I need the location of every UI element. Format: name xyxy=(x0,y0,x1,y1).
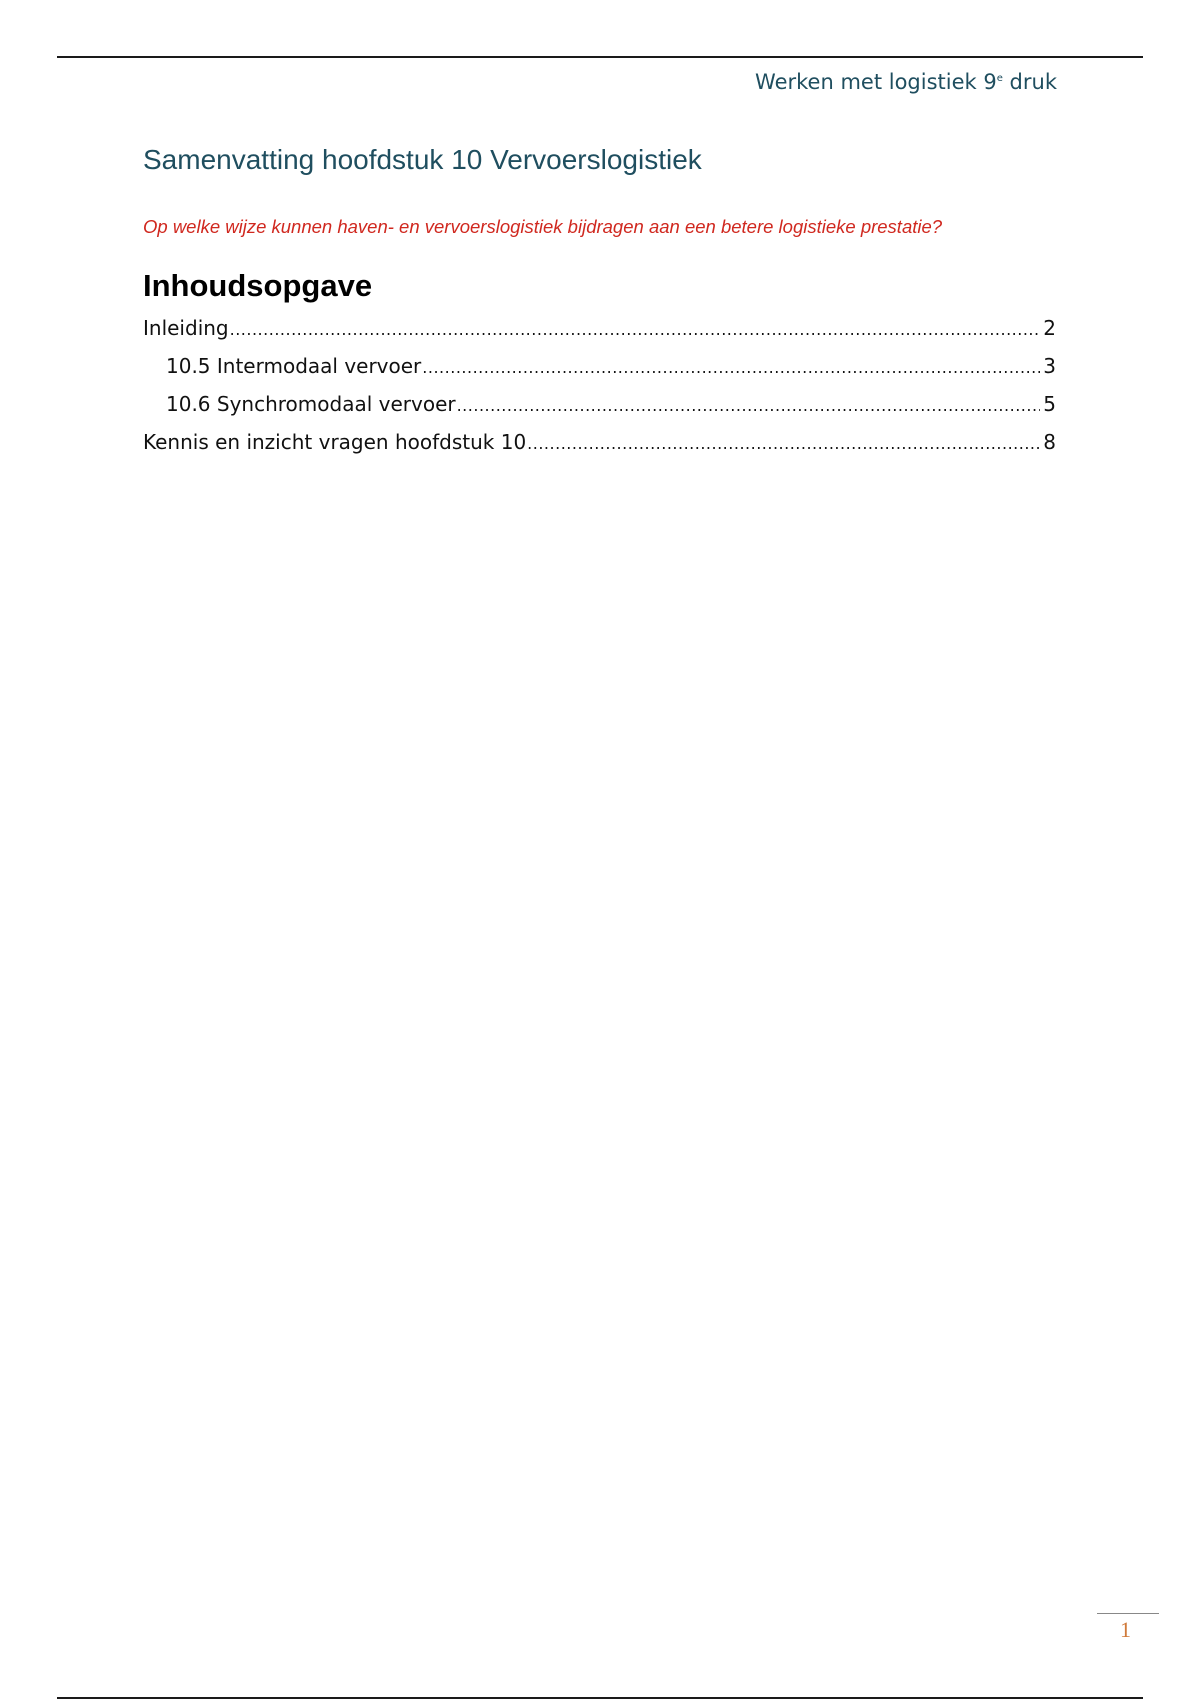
toc-entry-page: 8 xyxy=(1043,430,1056,454)
toc-entry-inleiding[interactable] xyxy=(143,316,1056,354)
toc-dot-leader xyxy=(457,396,1041,415)
toc-entry-page: 5 xyxy=(1043,392,1056,416)
toc-dot-leader xyxy=(230,320,1041,339)
toc-entry-synchromodaal-vervoer[interactable] xyxy=(143,392,1056,430)
toc-dot-leader xyxy=(422,358,1040,377)
header-divider xyxy=(57,56,1143,58)
header-text-suffix: druk xyxy=(1002,70,1057,94)
page-number: 1 xyxy=(1120,1617,1131,1642)
running-header xyxy=(755,70,1057,94)
toc-dot-leader xyxy=(527,434,1040,453)
toc-entry-page: 2 xyxy=(1043,316,1056,340)
toc-heading: Inhoudsopgave xyxy=(143,268,373,303)
header-text-main: Werken met logistiek 9 xyxy=(755,70,997,94)
document-title: Samenvatting hoofdstuk 10 Vervoerslogistiek xyxy=(143,144,702,175)
table-of-contents xyxy=(143,316,1056,468)
guiding-question: Op welke wijze kunnen haven- en vervoerslogistiek bijdragen aan een betere logistieke prestatie? xyxy=(143,216,943,237)
toc-entry-label: 10.6 Synchromodaal vervoer xyxy=(166,392,456,416)
toc-entry-label: Inleiding xyxy=(143,316,229,340)
footer-divider xyxy=(57,1697,1143,1699)
toc-entry-intermodaal-vervoer[interactable] xyxy=(143,354,1056,392)
page-number-rule xyxy=(1097,1613,1159,1614)
toc-entry-label: 10.5 Intermodaal vervoer xyxy=(166,354,422,378)
toc-entry-page: 3 xyxy=(1043,354,1056,378)
toc-entry-kennis-en-inzicht-vragen[interactable] xyxy=(143,430,1056,468)
header-superscript: e xyxy=(996,73,1003,84)
toc-entry-label: Kennis en inzicht vragen hoofdstuk 10 xyxy=(143,430,527,454)
